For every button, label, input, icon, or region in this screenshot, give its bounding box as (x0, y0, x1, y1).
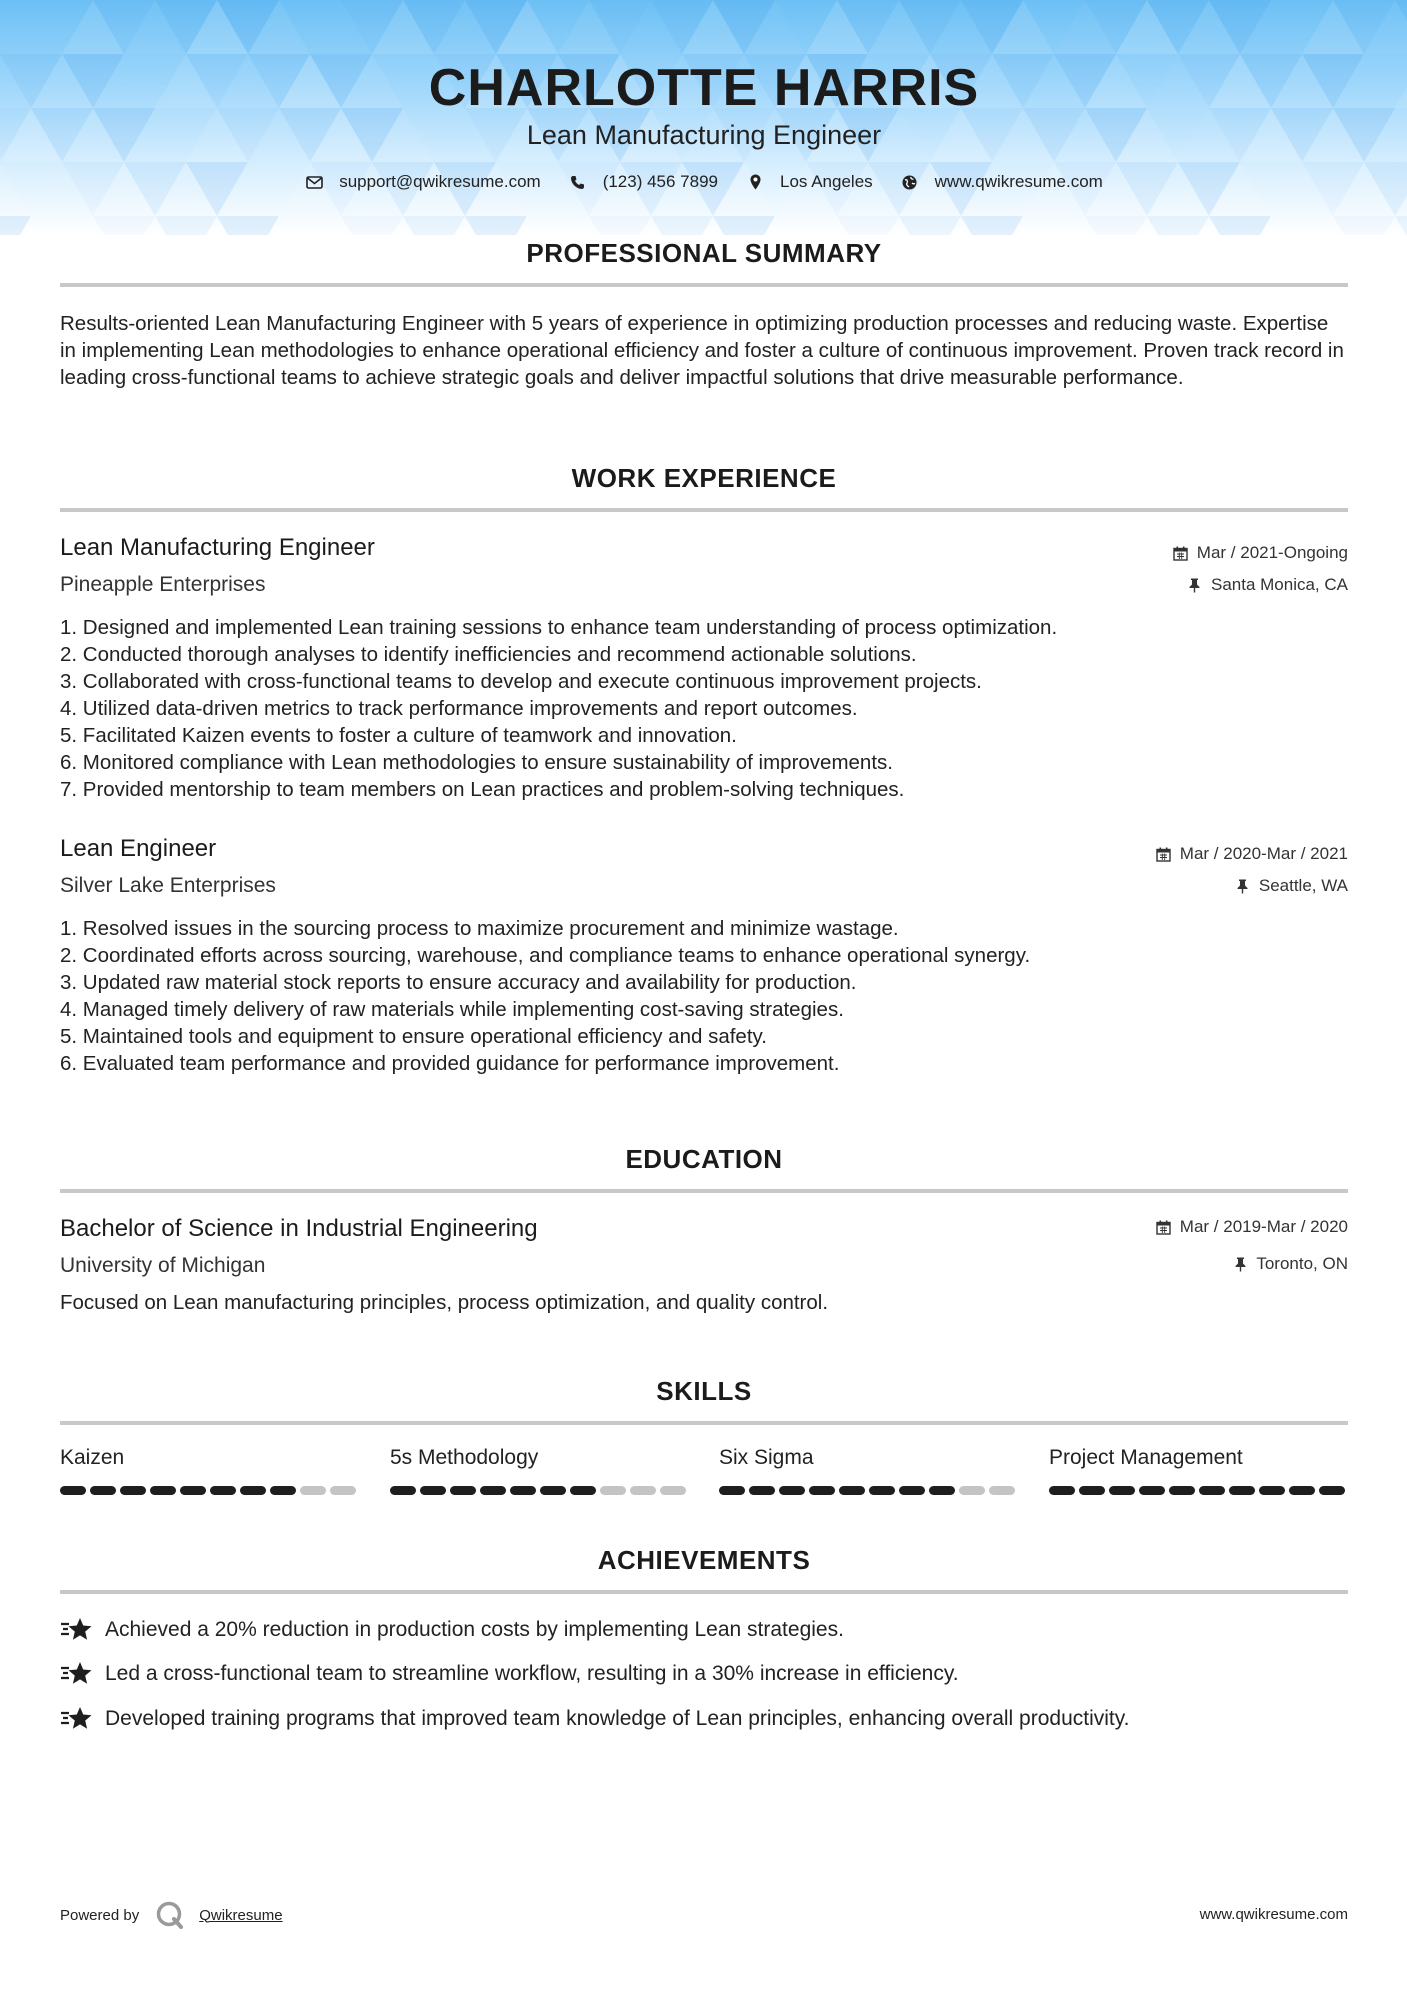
job-bullets (60, 915, 1348, 1077)
degree-title: Bachelor of Science in Industrial Engineering (60, 1215, 538, 1242)
pushpin-icon (1187, 577, 1203, 593)
skill-segment-filled (390, 1486, 416, 1495)
footer-powered-by (60, 1900, 283, 1930)
skill-segment-filled (1289, 1486, 1315, 1495)
skill-segment-empty (330, 1486, 356, 1495)
contact-phone-text: (123) 456 7899 (602, 172, 719, 191)
contact-website-text: www.qwikresume.com (934, 172, 1103, 191)
envelope-icon (305, 173, 323, 191)
achievement-text: Achieved a 20% reduction in production costs by implementing Lean strategies. (105, 1618, 844, 1641)
skills-heading: SKILLS (656, 1376, 752, 1406)
skill-item (60, 1446, 360, 1495)
list-item: 4. Managed timely delivery of raw materials while implementing cost-saving strategies. (60, 998, 844, 1021)
powered-by-label: Powered by (60, 1906, 140, 1924)
skill-segment-filled (869, 1486, 895, 1495)
summary-text: Results-oriented Lean Manufacturing Engineer with 5 years of experience in optimizing production processes and reducing waste. Expertise in implementing Lean methodologies to enhance operational efficiency and foster a culture of continuous improvement. Proven track record in leading cross-functional teams to achieve strategic goals and deliver impactful solutions that drive measurable performance. (60, 312, 1344, 389)
skill-segment-filled (270, 1486, 296, 1495)
list-item: 1. Designed and implemented Lean training sessions to enhance team understanding of process optimization. (60, 616, 1058, 639)
map-pin-icon (746, 173, 764, 191)
job-dates-text: Mar / 2020-Mar / 2021 (1179, 844, 1348, 863)
skill-segment-filled (1169, 1486, 1195, 1495)
list-item: 3. Collaborated with cross-functional teams to develop and execute continuous improvement projects. (60, 670, 982, 693)
skill-segment-filled (480, 1486, 506, 1495)
skill-name: Project Management (1049, 1446, 1243, 1469)
phone-icon (569, 173, 587, 191)
education-dates (1156, 1217, 1348, 1237)
candidate-title: Lean Manufacturing Engineer (526, 120, 882, 150)
skill-segment-filled (899, 1486, 925, 1495)
skill-segment-empty (300, 1486, 326, 1495)
job-dates (1156, 844, 1348, 864)
achievements-heading: ACHIEVEMENTS (597, 1545, 811, 1575)
list-item: 1. Resolved issues in the sourcing process to maximize procurement and minimize wastage. (60, 917, 899, 940)
skill-segment-filled (540, 1486, 566, 1495)
skill-level-bar (719, 1486, 1019, 1495)
achievements-divider (60, 1590, 1348, 1594)
star-icon (60, 1616, 94, 1644)
list-item: 2. Coordinated efforts across sourcing, warehouse, and compliance teams to enhance operational synergy. (60, 944, 1031, 967)
job-title: Lean Manufacturing Engineer (60, 534, 375, 561)
skill-segment-filled (570, 1486, 596, 1495)
calendar-icon (1156, 846, 1172, 862)
star-icon (60, 1660, 94, 1688)
skill-name: 5s Methodology (390, 1446, 539, 1469)
skill-level-bar (1049, 1486, 1349, 1495)
skill-name: Kaizen (60, 1446, 125, 1469)
contact-phone[interactable] (569, 172, 718, 192)
experience-divider (60, 508, 1348, 512)
contact-email-text: support@qwikresume.com (339, 172, 541, 191)
skill-segment-filled (150, 1486, 176, 1495)
job-bullets (60, 614, 1348, 803)
contact-location-text: Los Angeles (780, 172, 873, 191)
job-location (1187, 575, 1348, 595)
summary-divider (60, 283, 1348, 287)
skill-name: Six Sigma (719, 1446, 814, 1469)
skill-segment-empty (959, 1486, 985, 1495)
skill-segment-filled (1319, 1486, 1345, 1495)
skill-segment-filled (240, 1486, 266, 1495)
achievement-item (60, 1616, 1348, 1644)
list-item: 5. Maintained tools and equipment to ensure operational efficiency and safety. (60, 1025, 767, 1048)
job-company: Silver Lake Enterprises (60, 874, 276, 897)
achievement-text: Led a cross-functional team to streamline workflow, resulting in a 30% increase in efficiency. (105, 1662, 959, 1685)
skill-segment-filled (420, 1486, 446, 1495)
skill-segment-filled (1079, 1486, 1105, 1495)
achievement-text: Developed training programs that improved team knowledge of Lean principles, enhancing overall productivity. (105, 1707, 1130, 1730)
skill-segment-filled (779, 1486, 805, 1495)
skill-item (390, 1446, 690, 1495)
job-title: Lean Engineer (60, 835, 217, 862)
education-description: Focused on Lean manufacturing principles, process optimization, and quality control. (60, 1291, 829, 1314)
skill-segment-filled (510, 1486, 536, 1495)
list-item: 3. Updated raw material stock reports to ensure accuracy and availability for production. (60, 971, 857, 994)
skill-segment-filled (60, 1486, 86, 1495)
skill-segment-filled (180, 1486, 206, 1495)
calendar-icon (1173, 545, 1189, 561)
skill-level-bar (390, 1486, 690, 1495)
job-location-text: Seattle, WA (1258, 876, 1348, 895)
skill-segment-filled (1199, 1486, 1225, 1495)
school-name: University of Michigan (60, 1254, 266, 1277)
skill-segment-filled (719, 1486, 745, 1495)
list-item: 6. Monitored compliance with Lean methodologies to ensure sustainability of improvements. (60, 751, 893, 774)
list-item: 6. Evaluated team performance and provided guidance for performance improvement. (60, 1052, 840, 1075)
job-dates-text: Mar / 2021-Ongoing (1196, 543, 1348, 562)
skill-segment-filled (1049, 1486, 1075, 1495)
achievement-item (60, 1705, 1348, 1733)
skill-segment-filled (1139, 1486, 1165, 1495)
list-item: 7. Provided mentorship to team members on Lean practices and problem-solving techniques. (60, 778, 905, 801)
calendar-icon (1156, 1219, 1172, 1235)
contact-location (746, 172, 873, 192)
skill-segment-filled (210, 1486, 236, 1495)
skill-segment-empty (989, 1486, 1015, 1495)
job-location (1235, 876, 1348, 896)
qwikresume-logo-icon (155, 1900, 185, 1930)
education-divider (60, 1189, 1348, 1193)
education-location (1232, 1254, 1348, 1274)
contact-website[interactable] (901, 172, 1103, 192)
star-icon (60, 1705, 94, 1733)
job-company: Pineapple Enterprises (60, 573, 266, 596)
pushpin-icon (1232, 1256, 1248, 1272)
skill-segment-filled (929, 1486, 955, 1495)
job-dates (1173, 543, 1348, 563)
skill-segment-empty (600, 1486, 626, 1495)
skill-segment-empty (630, 1486, 656, 1495)
education-location-text: Toronto, ON (1256, 1254, 1348, 1273)
skill-segment-empty (660, 1486, 686, 1495)
skill-segment-filled (1109, 1486, 1135, 1495)
qwikresume-link[interactable]: Qwikresume (199, 1906, 283, 1924)
skill-segment-filled (90, 1486, 116, 1495)
skill-item (719, 1446, 1019, 1495)
skill-item (1049, 1446, 1349, 1495)
list-item: 2. Conducted thorough analyses to identify inefficiencies and recommend actionable solutions. (60, 643, 917, 666)
contact-email[interactable] (305, 172, 541, 192)
skill-segment-filled (1259, 1486, 1285, 1495)
summary-heading: PROFESSIONAL SUMMARY (526, 238, 882, 268)
education-heading: EDUCATION (625, 1144, 783, 1174)
skill-segment-filled (749, 1486, 775, 1495)
achievement-item (60, 1660, 1348, 1688)
skill-segment-filled (839, 1486, 865, 1495)
globe-icon (901, 173, 919, 191)
footer-website[interactable]: www.qwikresume.com (1199, 1906, 1348, 1923)
list-item: 5. Facilitated Kaizen events to foster a culture of teamwork and innovation. (60, 724, 737, 747)
skills-divider (60, 1421, 1348, 1425)
contact-bar (60, 172, 1348, 192)
experience-heading: WORK EXPERIENCE (571, 463, 837, 493)
candidate-name: CHARLOTTE HARRIS (428, 59, 980, 117)
skill-segment-filled (1229, 1486, 1255, 1495)
skill-level-bar (60, 1486, 360, 1495)
skill-segment-filled (809, 1486, 835, 1495)
list-item: 4. Utilized data-driven metrics to track performance improvements and report outcomes. (60, 697, 858, 720)
skill-segment-filled (450, 1486, 476, 1495)
pushpin-icon (1235, 878, 1251, 894)
education-dates-text: Mar / 2019-Mar / 2020 (1179, 1217, 1348, 1236)
skill-segment-filled (120, 1486, 146, 1495)
job-location-text: Santa Monica, CA (1210, 575, 1348, 594)
